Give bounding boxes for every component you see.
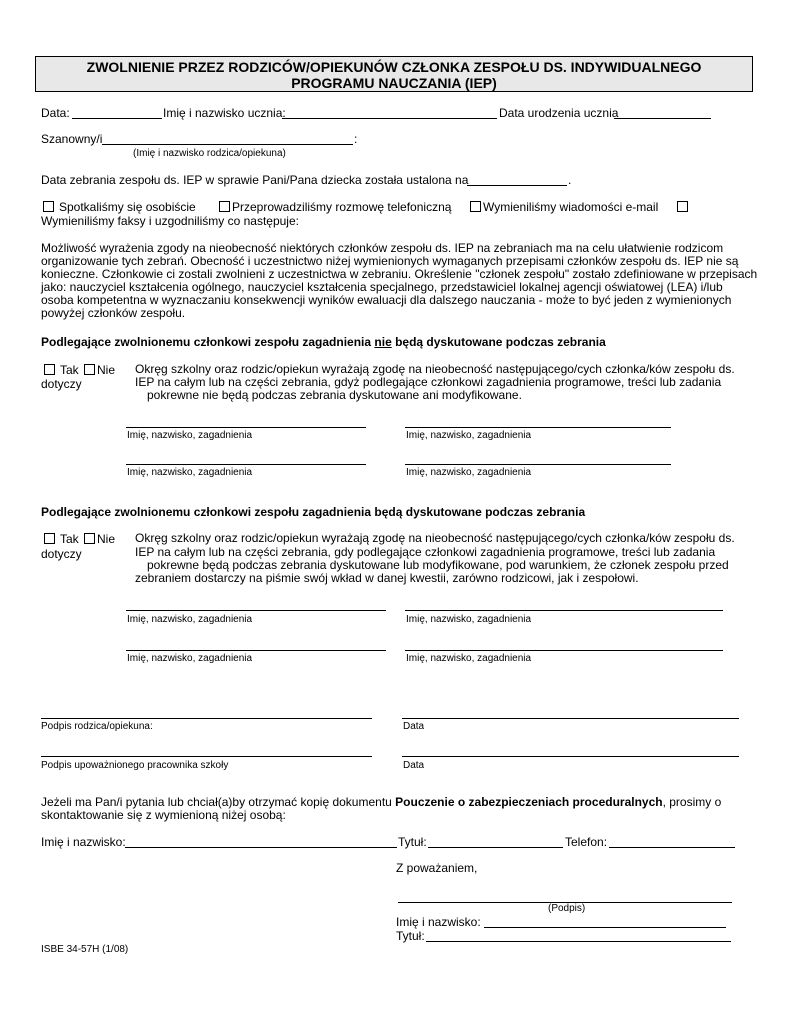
salutation-label: Szanowny/i <box>41 132 103 146</box>
student-name-field[interactable] <box>282 107 497 119</box>
question-line-2: skontaktowanie się z wymienioną niżej osobą: <box>41 808 286 822</box>
meeting-text: Data zebrania zespołu ds. IEP w sprawie Pani/Pana dziecka została ustalona na <box>41 173 469 187</box>
contact-phone-field[interactable] <box>609 836 735 848</box>
contact-name-label: Imię i nazwisko: <box>41 835 126 849</box>
section1-na-label: dotyczy <box>41 377 82 391</box>
birthdate-label: Data urodzenia ucznia <box>499 106 619 120</box>
date-label: Data: <box>41 106 70 120</box>
section1-line-3: pokrewne nie będą podczas zebrania dyskutowane ani modyfikowane. <box>147 388 522 402</box>
intro-line-3: konieczne. Członkowie ci zostali zwolnieni z uczestnictwa w zebraniu. Określenie "członek zespołu" zostało zdefiniowane w przepisach <box>41 267 758 281</box>
title-line-2: PROGRAMU NAUCZANIA (IEP) <box>291 75 497 91</box>
question-bold: Pouczenie o zabezpieczeniach proceduralnych <box>395 795 663 809</box>
section1-yes-label: Tak <box>60 363 79 377</box>
contact-title-label: Tytuł: <box>398 835 427 849</box>
section2-no-label: Nie <box>97 532 116 546</box>
section1-heading-post: będą dyskutowane podczas zebrania <box>391 335 606 349</box>
section2-member-field-4[interactable] <box>405 638 723 651</box>
met-in-person-label: Spotkaliśmy się osobiście <box>59 200 196 214</box>
section1-heading-nie: nie <box>374 335 392 349</box>
school-signature-field[interactable] <box>41 744 372 757</box>
sender-name-label: Imię i nazwisko: <box>396 915 481 929</box>
section1-field-caption-1: Imię, nazwisko, zagadnienia <box>127 430 253 441</box>
parent-signature-date-field[interactable] <box>402 706 739 719</box>
sender-signature-field[interactable] <box>398 890 732 903</box>
question-post: , prosimy o <box>662 795 722 809</box>
contact-name-field[interactable] <box>125 836 397 848</box>
question-pre: Jeżeli ma Pan/i pytania lub chciał(a)by otrzymać kopię dokumentu <box>41 795 396 809</box>
section1-member-field-2[interactable] <box>405 415 671 428</box>
school-signature-date-label: Data <box>403 760 425 771</box>
fax-label: Wymieniliśmy faksy i uzgodniliśmy co następuje: <box>41 214 299 228</box>
form-id: ISBE 34-57H (1/08) <box>41 944 129 955</box>
birthdate-field[interactable] <box>614 107 711 119</box>
regards-text: Z poważaniem, <box>396 861 478 875</box>
fax-checkbox[interactable] <box>677 201 688 212</box>
title-line-1: ZWOLNIENIE PRZEZ RODZICÓW/OPIEKUNÓW CZŁONKA ZESPOŁU DS. INDYWIDUALNEGO <box>86 59 702 75</box>
met-in-person-checkbox[interactable] <box>43 201 54 212</box>
intro-line-5: osoba kompetentna w wyznaczaniu konsekwencji wyników ewaluacji dla dalszego nauczania - może to być jeden z wymienionych <box>41 293 732 307</box>
intro-line-4: jako: nauczyciel kształcenia ogólnego, nauczyciel kształcenia specjalnego, przedstawiciel lokalnej agencji oświatowej (LEA) i/lub <box>41 280 723 294</box>
parent-name-caption: (Imię i nazwisko rodzica/opiekuna) <box>133 148 286 159</box>
school-signature-date-field[interactable] <box>402 744 739 757</box>
section2-member-field-2[interactable] <box>405 598 723 611</box>
intro-line-2: organizowanie tych zebrań. Obecność i uczestnictwo niżej wymienionych wymaganych przepisami członków zespołu ds. IEP nie są <box>41 254 739 268</box>
phone-label: Przeprowadziliśmy rozmowę telefoniczną <box>232 200 452 214</box>
parent-signature-label: Podpis rodzica/opiekuna: <box>41 721 153 732</box>
contact-phone-label: Telefon: <box>565 835 608 849</box>
section1-heading <box>41 336 606 349</box>
section1-field-caption-2: Imię, nazwisko, zagadnienia <box>406 430 532 441</box>
intro-line-1: Możliwość wyrażenia zgody na nieobecność niektórych członków zespołu ds. IEP na zebraniach ma na celu ułatwienie rodzicom <box>41 241 724 255</box>
section2-no-checkbox[interactable] <box>84 533 95 544</box>
section2-yes-label: Tak <box>60 532 79 546</box>
parent-signature-field[interactable] <box>41 706 372 719</box>
salutation-colon: : <box>354 132 358 146</box>
phone-checkbox[interactable] <box>219 201 230 212</box>
section1-line-1: Okręg szkolny oraz rodzic/opiekun wyrażają zgodę na nieobecność następującego/cych członka/ków zespołu ds. <box>135 362 735 376</box>
section1-member-field-3[interactable] <box>126 452 366 465</box>
section1-no-checkbox[interactable] <box>84 364 95 375</box>
section2-field-caption-3: Imię, nazwisko, zagadnienia <box>127 653 253 664</box>
section1-line-2: IEP na całym lub na części zebrania, gdyż podlegające członkowi zagadnienia programowe, treści lub zadania <box>135 375 722 389</box>
section1-member-field-1[interactable] <box>126 415 366 428</box>
section2-field-caption-2: Imię, nazwisko, zagadnienia <box>406 614 532 625</box>
section2-yes-checkbox[interactable] <box>44 533 55 544</box>
sender-title-label: Tytuł: <box>396 929 425 943</box>
parent-name-field[interactable] <box>102 133 353 145</box>
date-field[interactable] <box>72 107 162 119</box>
meeting-period: . <box>568 173 572 187</box>
email-label: Wymieniliśmy wiadomości e-mail <box>483 200 659 214</box>
intro-line-6: powyżej członków zespołu. <box>41 306 186 320</box>
section2-na-label: dotyczy <box>41 547 82 561</box>
sender-signature-caption: (Podpis) <box>548 903 586 914</box>
section2-heading: Podlegające zwolnionemu członkowi zespołu zagadnienia będą dyskutowane podczas zebrania <box>41 505 586 519</box>
section2-line-3: pokrewne będą podczas zebrania dyskutowane lub modyfikowane, pod warunkiem, że członek zespołu przed <box>147 558 729 572</box>
section2-member-field-1[interactable] <box>126 598 386 611</box>
section1-field-caption-4: Imię, nazwisko, zagadnienia <box>406 467 532 478</box>
section2-line-4: zebraniem dostarczy na piśmie swój wkład w danej kwestii, zarówno rodzicowi, jak i zespołowi. <box>135 571 639 585</box>
contact-title-field[interactable] <box>428 836 563 848</box>
section2-line-1: Okręg szkolny oraz rodzic/opiekun wyrażają zgodę na nieobecność następującego/cych członka/ków zespołu ds. <box>135 531 735 545</box>
sender-title-field[interactable] <box>426 930 731 942</box>
section1-heading-pre: Podlegające zwolnionemu członkowi zespołu zagadnienia <box>41 335 375 349</box>
section1-no-label: Nie <box>97 363 116 377</box>
section1-field-caption-3: Imię, nazwisko, zagadnienia <box>127 467 253 478</box>
section2-field-caption-4: Imię, nazwisko, zagadnienia <box>406 653 532 664</box>
section1-yes-checkbox[interactable] <box>44 364 55 375</box>
school-signature-label: Podpis upoważnionego pracownika szkoły <box>41 760 229 771</box>
form-title <box>35 56 753 92</box>
email-checkbox[interactable] <box>470 201 481 212</box>
section2-line-2: IEP na całym lub na części zebrania, gdy podlegające członkowi zagadnienia programowe, treści lub zadania <box>135 545 716 559</box>
meeting-date-field[interactable] <box>467 174 567 186</box>
sender-name-field[interactable] <box>484 916 726 928</box>
parent-signature-date-label: Data <box>403 721 425 732</box>
student-name-label: Imię i nazwisko ucznia: <box>163 106 286 120</box>
section2-field-caption-1: Imię, nazwisko, zagadnienia <box>127 614 253 625</box>
section1-member-field-4[interactable] <box>405 452 671 465</box>
section2-member-field-3[interactable] <box>126 638 386 651</box>
